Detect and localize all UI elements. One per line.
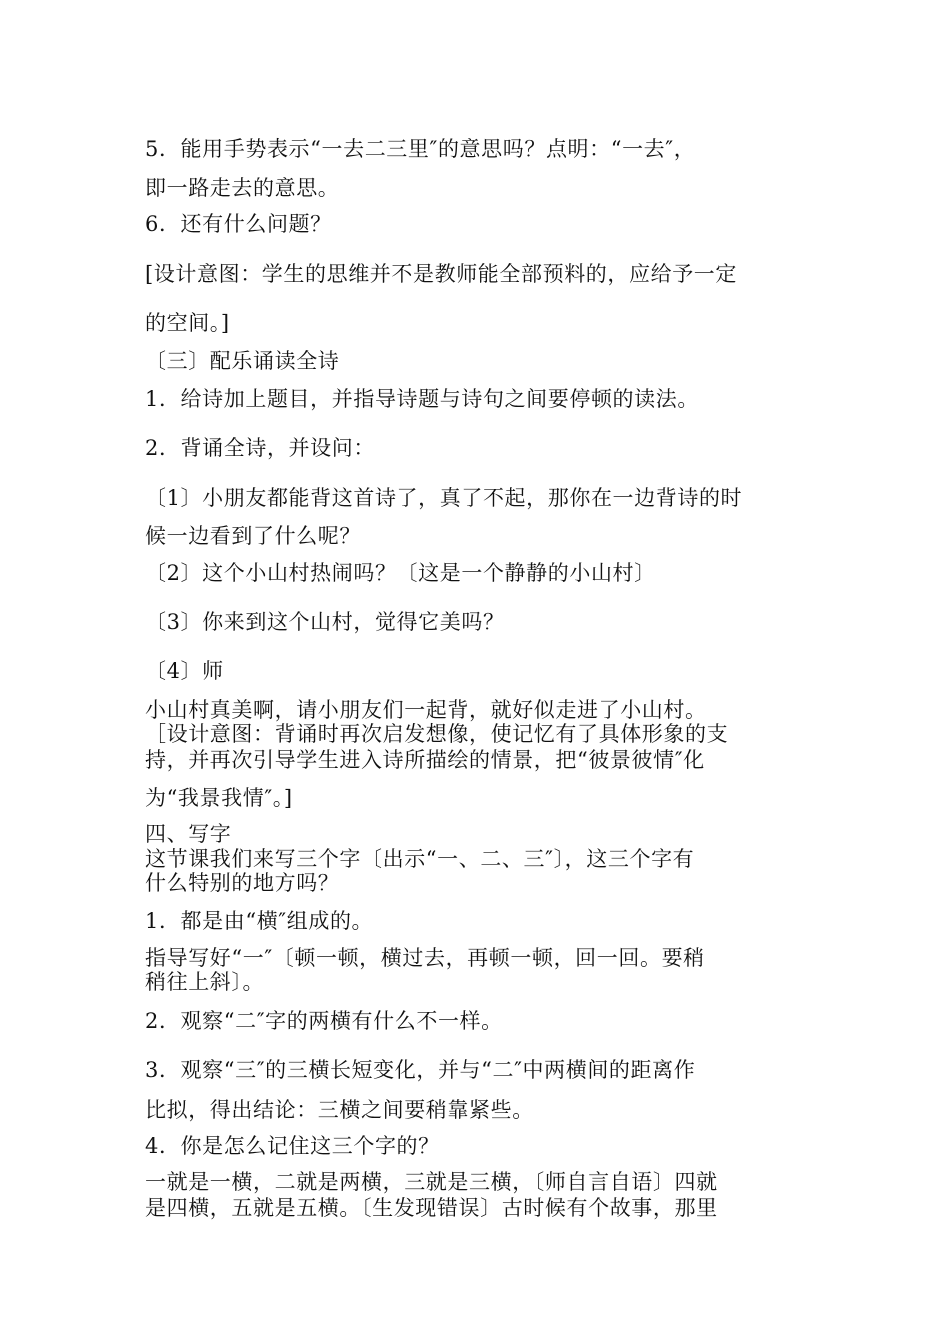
text-line-5-gesture-explanation: 即一路走去的意思。 — [145, 176, 340, 200]
writing-intro-line-1: 这节课我们来写三个字〔出示“一、二、三″〕，这三个字有 — [145, 847, 695, 871]
section-three-heading: 〔三〕配乐诵读全诗 — [145, 349, 340, 373]
writing-step-3-line-1: 3．观察“三″的三横长短变化，并与“二″中两横间的距离作 — [145, 1058, 696, 1082]
writing-guide-line-2: 稍往上斜〕。 — [145, 970, 265, 994]
step-2-recite-question: 2．背诵全诗，并设问： — [145, 436, 375, 460]
question-3: 〔3〕你来到这个山村，觉得它美吗？ — [145, 610, 505, 634]
question-2: 〔2〕这个小山村热闹吗？〔这是一个静静的小山村〕 — [145, 561, 656, 585]
story-line-2: 是四横，五就是五横。〔生发现错误〕古时候有个故事，那里 — [145, 1196, 718, 1220]
story-line-1: 一就是一横，二就是两横，三就是三横，〔师自言自语〕四就 — [145, 1170, 718, 1194]
text-line-5-gesture-question: 5．能用手势表示“一去二三里″的意思吗？点明：“一去″， — [145, 137, 696, 161]
design-intent-note-1-continued: 的空间。] — [145, 311, 230, 335]
design-intent-note-2-line-2: 持，并再次引导学生进入诗所描绘的情景，把“彼景彼情″化 — [145, 748, 705, 772]
question-4-teacher: 〔4〕师 — [145, 659, 224, 683]
design-intent-note-2-line-3: 为“我景我情″。] — [145, 786, 293, 810]
teacher-remark: 小山村真美啊，请小朋友们一起背，就好似走进了小山村。 — [145, 698, 707, 722]
writing-guide-line-1: 指导写好“一″〔顿一顿，横过去，再顿一顿，回一回。要稍 — [145, 946, 705, 970]
design-intent-note-1: [设计意图：学生的思维并不是教师能全部预料的，应给予一定 — [145, 262, 737, 286]
question-1-line-1: 〔1〕小朋友都能背这首诗了，真了不起，那你在一边背诗的时 — [145, 486, 743, 510]
design-intent-note-2-line-1: ［设计意图：背诵时再次启发想像，使记忆有了具体形象的支 — [145, 722, 729, 746]
question-1-line-2: 候一边看到了什么呢？ — [145, 524, 361, 548]
section-four-heading: 四、写字 — [145, 822, 232, 846]
text-line-6-other-questions: 6．还有什么问题？ — [145, 212, 332, 236]
writing-step-3-line-2: 比拟，得出结论：三横之间要稍靠紧些。 — [145, 1098, 534, 1122]
writing-step-4: 4．你是怎么记住这三个字的？ — [145, 1134, 440, 1158]
writing-step-1: 1．都是由“横″组成的。 — [145, 909, 374, 933]
writing-intro-line-2: 什么特别的地方吗？ — [145, 871, 340, 895]
step-1-title-reading: 1．给诗加上题目，并指导诗题与诗句之间要停顿的读法。 — [145, 387, 699, 411]
writing-step-2: 2．观察“二″字的两横有什么不一样。 — [145, 1009, 503, 1033]
